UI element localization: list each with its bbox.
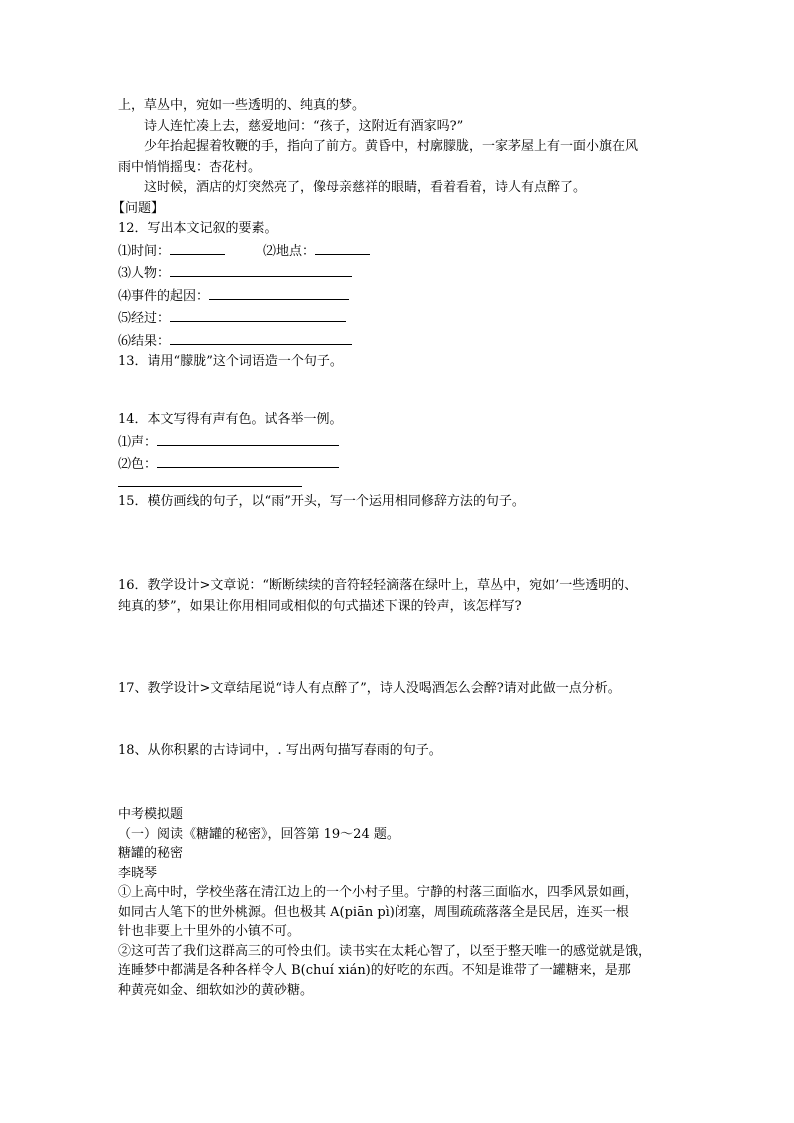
q14-color-row <box>118 453 678 476</box>
q12-result-blank[interactable] <box>170 330 352 345</box>
question-15: 15．模仿画线的句子，以“雨”开头，写一个运用相同修辞方法的句子。 <box>118 494 525 509</box>
q12-time-place-row <box>118 240 678 263</box>
question-12-prompt: 12．写出本文记叙的要素。 <box>118 221 278 236</box>
question-16-block <box>118 576 678 617</box>
question-16-line: 纯真的梦”，如果让你用相同或相似的句式描述下课的铃声，该怎样写? <box>118 598 522 614</box>
passage-line: 雨中悄悄摇曳：杏花村。 <box>118 159 262 175</box>
q12-cause-label: ⑷事件的起因： <box>118 288 210 304</box>
divider-line <box>118 486 302 487</box>
q14-sound-blank[interactable] <box>157 431 339 446</box>
q12-people-row <box>118 262 678 285</box>
q12-process-label: ⑸经过： <box>118 311 171 326</box>
questions-heading: 【问题】 <box>112 200 165 216</box>
article-title: 糖罐的秘密 <box>118 846 184 861</box>
passage-line: 少年抬起握着牧鞭的手，指向了前方。黄昏中，村廓朦胧，一家茅屋上有一面小旗在风 <box>144 139 639 154</box>
article-line: 种黄亮如金、细软如沙的黄砂糖。 <box>118 982 314 998</box>
q12-cause-blank[interactable] <box>209 285 349 300</box>
section-intro: （一）阅读《糖罐的秘密》，回答第 19～24 题。 <box>118 826 400 842</box>
reading-section <box>118 805 678 1000</box>
q12-people-blank[interactable] <box>170 262 352 277</box>
q12-people-label: ⑶人物： <box>118 266 171 281</box>
passage-line: 上，草丛中，宛如一些透明的、纯真的梦。 <box>118 98 366 113</box>
question-16-line: 16．教学设计>文章说：“断断续续的音符轻轻滴落在绿叶上，草丛中，宛如’一些透明的、 <box>118 578 638 593</box>
question-18: 18、从你积累的古诗词中，. 写出两句描写春雨的句子。 <box>118 743 442 758</box>
section-title: 中考模拟题 <box>118 807 184 822</box>
q14-color-blank[interactable] <box>157 453 339 468</box>
question-18-block <box>118 741 678 762</box>
article-author: 李晓琴 <box>118 865 158 881</box>
q12-time-label: ⑴时间： <box>118 243 171 259</box>
article-line: 连睡梦中都满是各种各样令人 B(chuí xián)的好吃的东西。不知是谁带了一罐糖来，是那 <box>118 963 631 978</box>
q12-result-row <box>118 330 678 353</box>
passage-line: 这时候，酒店的灯突然亮了，像母亲慈祥的眼睛，看着看着，诗人有点醉了。 <box>144 180 587 195</box>
q12-place-blank[interactable] <box>315 240 370 255</box>
question-14-block <box>118 410 678 476</box>
passage-line: 诗人连忙凑上去，慈爱地问：“孩子，这附近有酒家吗?” <box>144 118 464 134</box>
q12-cause-row <box>118 285 678 308</box>
q12-time-blank[interactable] <box>170 240 225 255</box>
q12-result-label: ⑹结果： <box>118 333 171 349</box>
article-line: 如同古人笔下的世外桃源。但也极其 A(piān pì)闭塞，周围疏疏落落全是民居，连买一根 <box>118 904 629 920</box>
question-13: 13．请用“朦胧”这个词语造一个句子。 <box>118 354 343 369</box>
q12-process-blank[interactable] <box>170 307 346 322</box>
question-15-block <box>118 492 678 513</box>
q14-color-label: ⑵色： <box>118 457 158 472</box>
article-line: ②这可苦了我们这群高三的可怜虫们。读书实在太耗心智了，以至于整天唯一的感觉就是饿， <box>118 943 652 959</box>
question-14-prompt: 14．本文写得有声有色。试各举一例。 <box>118 412 343 427</box>
question-17-block <box>118 679 678 700</box>
passage-block <box>112 96 678 373</box>
question-17: 17、教学设计>文章结尾说“诗人有点醉了”，诗人没喝酒怎么会醉?请对此做一点分析。 <box>118 681 621 696</box>
article-line: 针也非要上十里外的小镇不可。 <box>118 924 301 939</box>
q12-process-row <box>118 307 678 330</box>
q14-sound-row <box>118 431 678 454</box>
q12-place-label: ⑵地点： <box>263 243 316 259</box>
q14-sound-label: ⑴声： <box>118 434 158 450</box>
article-line: ①上高中时，学校坐落在清江边上的一个小村子里。宁静的村落三面临水，四季风景如画， <box>118 885 639 900</box>
